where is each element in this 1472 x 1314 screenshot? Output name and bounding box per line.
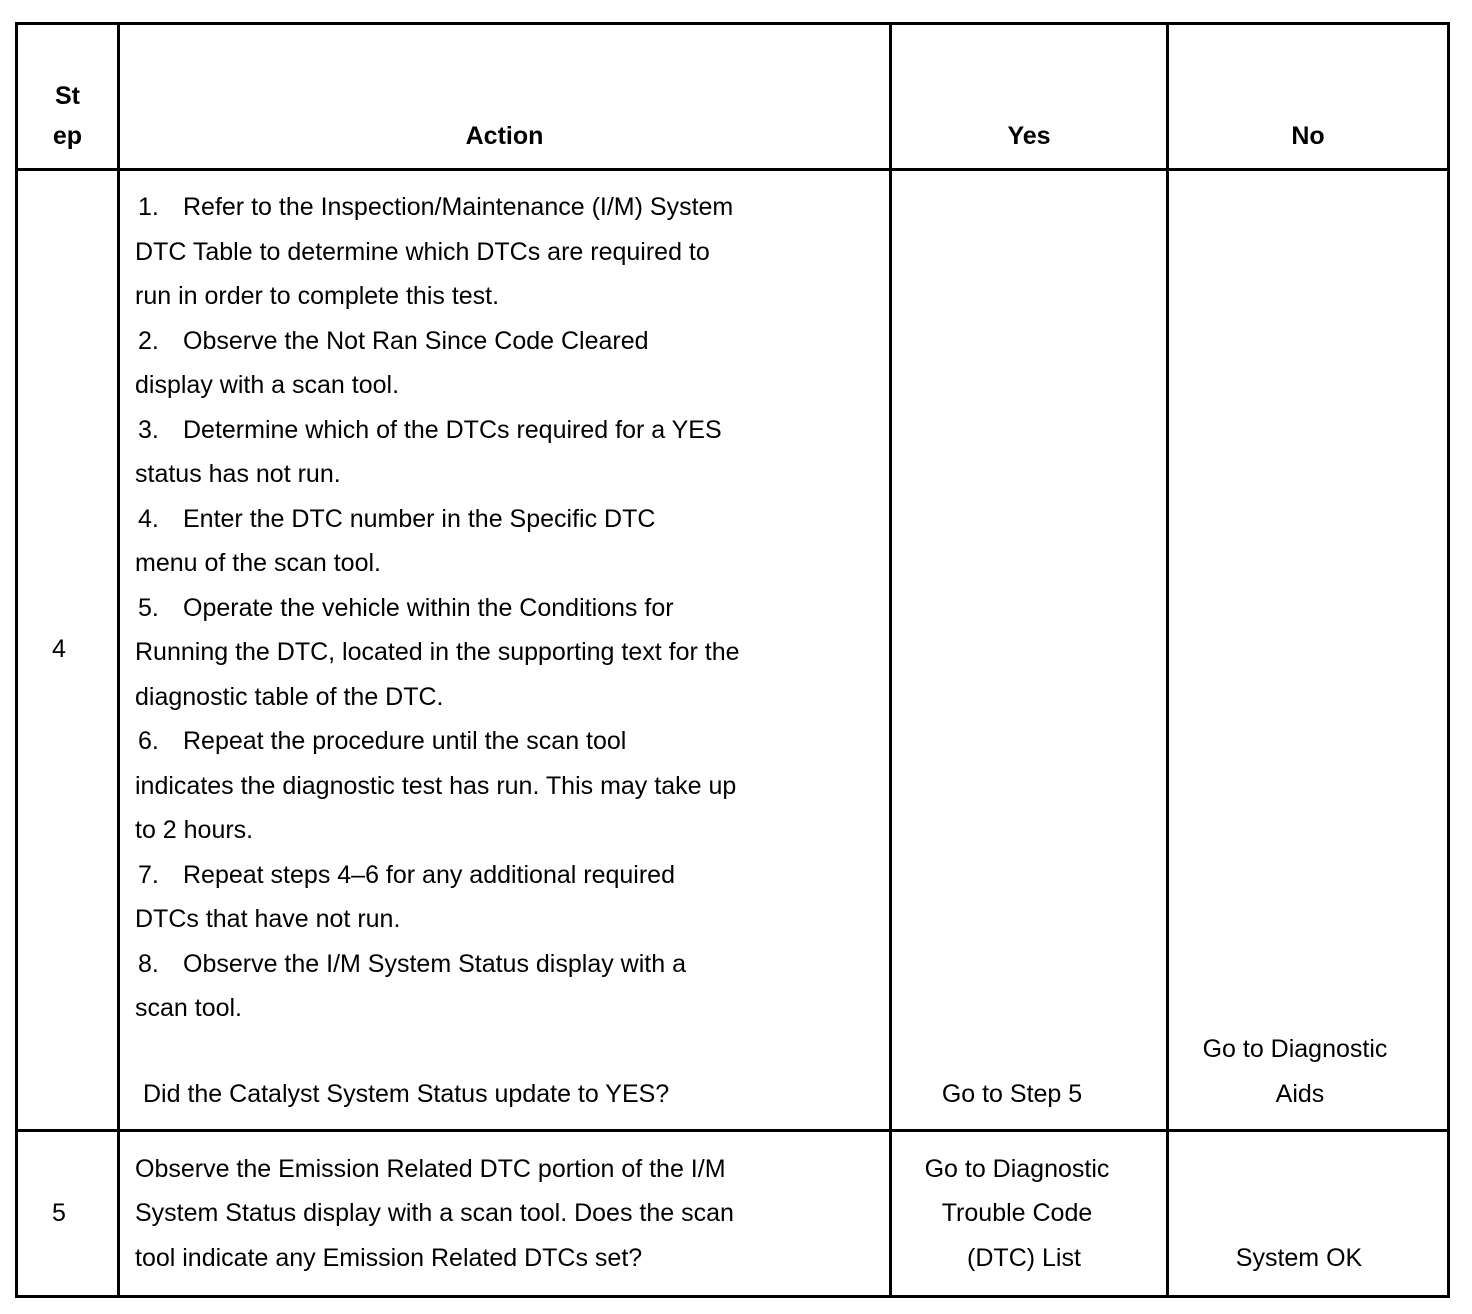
row5-yes-result-line2: Trouble Code — [941, 1199, 1093, 1227]
row4-no-result-line2: Aids — [1275, 1080, 1325, 1108]
action-step-number: 3. — [138, 415, 159, 444]
action-step-text: Refer to the Inspection/Maintenance (I/M) System — [183, 193, 734, 221]
header-yes: Yes — [1007, 122, 1051, 150]
row5-action-line2: System Status display with a scan tool. Does the scan — [135, 1199, 734, 1227]
action-step-continuation: scan tool. — [135, 994, 243, 1022]
action-step-item — [135, 586, 740, 720]
row5-action-line3: tool indicate any Emission Related DTCs set? — [135, 1244, 643, 1272]
action-step-continuation: to 2 hours. — [135, 816, 254, 844]
action-step-number: 1. — [138, 193, 159, 221]
row4-yes-result: Go to Step 5 — [941, 1080, 1083, 1108]
row5-yes-result-line3: (DTC) List — [967, 1244, 1081, 1272]
action-step-first-line — [135, 942, 740, 987]
action-step-item — [135, 853, 740, 942]
row4-action-steps — [135, 185, 740, 1031]
row5-step-number: 5 — [52, 1199, 66, 1227]
action-step-list — [135, 185, 740, 1031]
action-step-first-line — [135, 853, 740, 898]
row5-yes-result-line1: Go to Diagnostic — [924, 1155, 1110, 1183]
column-divider-step — [117, 22, 120, 1298]
action-step-first-line — [135, 185, 740, 230]
row5-action-line1: Observe the Emission Related DTC portion of the I/M — [135, 1155, 726, 1183]
table-border-right — [1447, 22, 1450, 1298]
action-step-text: Determine which of the DTCs required for a YES — [183, 415, 722, 444]
action-step-item — [135, 185, 740, 319]
action-step-item — [135, 942, 740, 1031]
action-step-continuation: display with a scan tool. — [135, 371, 400, 399]
table-border-top — [15, 22, 1450, 25]
action-step-continuation: indicates the diagnostic test has run. This may take up — [135, 771, 737, 800]
row4-question: Did the Catalyst System Status update to YES? — [143, 1080, 670, 1108]
action-step-text: Observe the I/M System Status display with a — [183, 949, 686, 978]
action-step-number: 8. — [138, 949, 159, 978]
action-step-first-line — [135, 586, 740, 631]
action-step-first-line — [135, 497, 740, 542]
action-step-item — [135, 497, 740, 586]
action-step-continuation: diagnostic table of the DTC. — [135, 682, 444, 711]
action-step-first-line — [135, 408, 740, 453]
table-border-bottom — [15, 1295, 1450, 1298]
action-step-continuation: menu of the scan tool. — [135, 549, 381, 577]
action-step-continuation: DTCs that have not run. — [135, 905, 401, 933]
action-step-number: 4. — [138, 504, 159, 533]
action-step-item — [135, 319, 740, 408]
row-divider — [15, 1129, 1450, 1132]
action-step-text: Operate the vehicle within the Conditions for — [183, 593, 674, 622]
row4-step-number: 4 — [52, 635, 66, 663]
action-step-number: 6. — [138, 727, 159, 755]
action-step-text: Repeat the procedure until the scan tool — [183, 727, 627, 755]
header-step: St ep — [52, 82, 83, 150]
action-step-number: 7. — [138, 860, 159, 889]
header-action: Action — [465, 122, 544, 150]
action-step-number: 5. — [138, 593, 159, 622]
action-step-first-line — [135, 719, 740, 764]
action-step-number: 2. — [138, 326, 159, 355]
action-step-continuation: status has not run. — [135, 460, 341, 488]
action-step-text: Enter the DTC number in the Specific DTC — [183, 504, 656, 533]
action-step-item — [135, 719, 740, 853]
action-step-continuation: run in order to complete this test. — [135, 282, 500, 310]
action-step-first-line — [135, 319, 740, 364]
diagnostic-table — [15, 22, 1450, 1298]
action-step-continuation: Running the DTC, located in the supporting text for the — [135, 638, 740, 666]
action-step-continuation: DTC Table to determine which DTCs are required to — [135, 237, 710, 266]
row5-no-result: System OK — [1235, 1244, 1363, 1272]
header-no: No — [1291, 122, 1325, 150]
action-step-text: Repeat steps 4–6 for any additional required — [183, 860, 675, 889]
row4-no-result-line1: Go to Diagnostic — [1202, 1035, 1388, 1063]
action-step-item — [135, 408, 740, 497]
header-divider — [15, 168, 1450, 171]
action-step-text: Observe the Not Ran Since Code Cleared — [183, 326, 649, 355]
